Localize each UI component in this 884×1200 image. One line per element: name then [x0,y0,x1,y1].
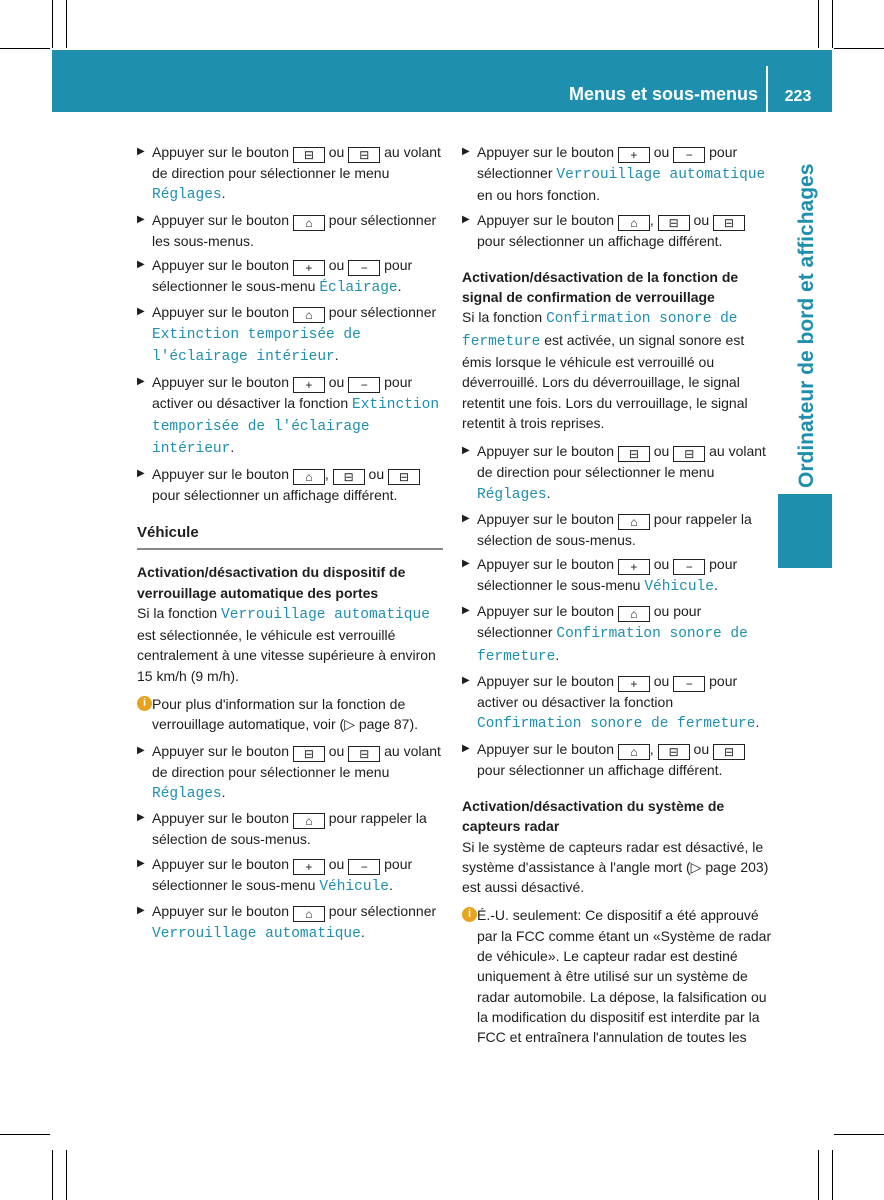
minus-icon: − [348,260,380,276]
instruction-text: Appuyer sur le bouton [152,465,289,482]
instruction-text: au volant de direction pour sélectionner le menu [477,443,766,481]
menu-right-icon: ⊟ [348,147,380,163]
arrow-icon: ▶ [462,445,470,457]
crop-mark [0,48,50,49]
back-icon: ⌂ [293,215,325,231]
menu-name: Véhicule [319,878,389,895]
instruction-text: en ou hors fonction. [477,187,600,204]
menu-left-icon: ⊟ [293,147,325,163]
punctuation: , [649,211,654,228]
instruction-text: Appuyer sur le bouton [477,740,614,757]
instruction-text: pour sélectionner un affichage différent. [477,761,723,778]
menu-name: Réglages [152,187,222,204]
back-icon: ⌂ [618,606,650,622]
arrow-icon: ▶ [137,812,145,824]
minus-icon: − [348,377,380,393]
instruction-text: ou [653,443,670,460]
subheading: Activation/désactivation de la fonction de signal de confirmation de verrouillage [462,268,739,306]
instruction-item [462,142,772,206]
instruction-text: pour sélectionner un affichage différent. [152,486,398,503]
back-icon: ⌂ [293,307,325,323]
instruction-text: pour sélectionner le sous-menu [152,256,413,294]
column-left [137,142,443,948]
instruction-text: Appuyer sur le bouton [152,810,289,827]
instruction-item [137,210,443,251]
side-tab-label: Ordinateur de bord et affichages [795,163,818,488]
column-right [462,142,772,1054]
instruction-text: ou [693,211,710,228]
punctuation: . [334,347,339,364]
paragraph: Si le système de capteurs radar est désactivé, le système d'assistance à l'angle mort (▷ page 203) est aussi désactivé. [462,838,769,896]
instruction-text: pour sélectionner le sous-menu [477,556,738,594]
menu-name: Éclairage [319,279,398,296]
menu-right-icon: ⊟ [388,469,420,485]
info-icon: i [462,907,477,922]
punctuation: . [397,277,402,294]
back-icon: ⌂ [618,514,650,530]
instruction-item [137,741,443,805]
menu-right-icon: ⊟ [673,446,705,462]
instruction-text: pour sélectionner [477,144,738,181]
back-icon: ⌂ [293,906,325,922]
instruction-text: pour sélectionner les sous-menus. [152,211,437,249]
minus-icon: − [673,147,705,163]
paragraph [137,603,443,686]
arrow-icon: ▶ [137,744,145,756]
instruction-item [137,901,443,944]
info-note [462,905,772,1047]
instruction-item [137,142,443,206]
plus-icon: + [293,859,325,875]
instruction-text: Appuyer sur le bouton [152,211,289,228]
instruction-text: pour rappeler la sélection de sous-menus. [152,810,427,848]
crop-mark [834,1134,884,1135]
side-tab-marker [778,494,832,568]
back-icon: ⌂ [293,469,325,485]
instruction-text: Appuyer sur le bouton [152,373,289,390]
crop-mark [66,1150,67,1200]
page-number: 223 [784,88,812,105]
instruction-text: ou [328,144,345,160]
header-divider [766,66,768,112]
punctuation: . [221,185,226,202]
arrow-icon: ▶ [137,213,145,225]
paragraph-text: Si la fonction [462,309,543,326]
instruction-text: Appuyer sur le bouton [152,144,289,160]
punctuation: , [649,740,654,757]
menu-name: Extinction temporisée de l'éclairage intérieur [152,327,361,366]
instruction-item [462,441,772,505]
instruction-text: Appuyer sur le bouton [477,556,614,573]
menu-left-icon: ⊟ [333,469,365,485]
arrow-icon: ▶ [137,146,145,157]
arrow-icon: ▶ [137,306,145,318]
menu-name: Verrouillage automatique [556,167,766,183]
arrow-icon: ▶ [462,213,470,225]
menu-name: Confirmation sonore de fermeture [477,626,748,665]
crop-mark [0,1134,50,1135]
arrow-icon: ▶ [462,675,470,687]
menu-name: Extinction temporisée de l'éclairage intérieur [152,396,440,458]
crop-mark [832,1150,833,1200]
menu-left-icon: ⊟ [293,746,325,762]
instruction-text: Appuyer sur le bouton [477,510,614,527]
punctuation: . [360,923,365,940]
crop-mark [66,0,67,48]
instruction-item [462,739,772,780]
arrow-icon: ▶ [137,375,145,387]
arrow-icon: ▶ [462,512,470,524]
minus-icon: − [673,559,705,575]
instruction-item [462,509,772,550]
menu-name: Verrouillage automatique [152,925,361,942]
page-title: Menus et sous-menus [568,84,758,104]
instruction-text: ou [328,373,345,390]
menu-right-icon: ⊟ [713,744,745,760]
instruction-text: pour activer ou désactiver la fonction [152,373,413,411]
instruction-text: ou [328,742,345,759]
instruction-item [137,255,443,298]
crop-mark [52,0,53,48]
plus-icon: + [293,260,325,276]
info-text: É.-U. seulement: Ce dispositif a été approuvé par la FCC comme étant un «Système de radar de véhicule». Le capteur radar est destiné uniquement à être utilisé sur un système de radar automobile. La dépose, la falsification ou la modification du dispositif est interdite par la FCC et entraînera l'annulation de toutes les [477,907,772,1046]
back-icon: ⌂ [618,215,650,231]
plus-icon: + [618,559,650,575]
paragraph-text: Si la fonction [137,604,218,621]
plus-icon: + [618,147,650,163]
menu-left-icon: ⊟ [658,744,690,760]
info-icon: i [137,696,152,711]
punctuation: . [230,439,235,456]
info-note [137,694,443,735]
punctuation: . [755,714,760,731]
instruction-text: au volant de direction pour sélectionner le menu [152,742,441,780]
instruction-text: pour sélectionner le sous-menu [152,855,413,893]
instruction-text: ou [653,556,670,573]
instruction-text: pour sélectionner [328,902,437,919]
instruction-text: ou pour sélectionner [477,603,702,641]
instruction-item [137,302,443,368]
paragraph-text: est activée, un signal sonore est émis lorsque le véhicule est verrouillé ou déverrouillé. Lors du déverrouillage, le signal retentit une fois. Lors du verrouillage, le signal retentit à trois reprises. [462,331,748,431]
instruction-text: ou [653,144,670,160]
menu-right-icon: ⊟ [713,215,745,231]
menu-name: Véhicule [644,579,714,596]
info-text: Pour plus d'information sur la fonction de verrouillage automatique, voir (▷ page 87). [152,696,419,733]
minus-icon: − [348,859,380,875]
instruction-text: Appuyer sur le bouton [152,902,289,919]
plus-icon: + [293,377,325,393]
subheading: Activation/désactivation du dispositif de verrouillage automatique des portes [137,564,406,601]
arrow-icon: ▶ [137,904,145,916]
instruction-item [462,671,772,735]
instruction-item [137,808,443,849]
instruction-text: ou [693,740,710,757]
instruction-text: ou [328,855,345,872]
arrow-icon: ▶ [137,258,145,270]
instruction-text: Appuyer sur le bouton [477,211,614,228]
punctuation: . [546,484,551,501]
crop-mark [818,0,819,48]
back-icon: ⌂ [618,744,650,760]
menu-name: Réglages [152,785,222,802]
punctuation: , [324,465,329,482]
crop-mark [834,48,884,49]
punctuation: . [713,577,718,594]
back-icon: ⌂ [293,813,325,829]
instruction-text: Appuyer sur le bouton [152,304,289,321]
instruction-text: pour rappeler la sélection de sous-menus. [477,510,752,548]
instruction-item [462,554,772,597]
subheading: Activation/désactivation du système de capteurs radar [462,797,725,835]
instruction-item [137,372,443,460]
menu-left-icon: ⊟ [618,446,650,462]
instruction-text: ou [328,256,345,273]
instruction-text: Appuyer sur le bouton [477,443,614,460]
menu-name: Réglages [477,486,547,503]
instruction-item [137,854,443,897]
menu-name: Confirmation sonore de fermeture [477,716,756,733]
arrow-icon: ▶ [462,558,470,570]
arrow-icon: ▶ [462,742,470,754]
crop-mark [52,1150,53,1200]
menu-left-icon: ⊟ [658,215,690,231]
instruction-text: ou [368,465,385,482]
plus-icon: + [618,676,650,692]
instruction-text: pour sélectionner [328,304,437,321]
crop-mark [818,1150,819,1200]
instruction-text: Appuyer sur le bouton [477,673,614,690]
section-heading: Véhicule [137,523,443,550]
arrow-icon: ▶ [137,857,145,869]
menu-name: Verrouillage automatique [221,606,430,623]
instruction-text: Appuyer sur le bouton [152,855,289,872]
instruction-text: Appuyer sur le bouton [477,603,614,620]
instruction-item [137,464,443,505]
instruction-text: pour activer ou désactiver la fonction [477,673,738,711]
crop-mark [832,0,833,48]
arrow-icon: ▶ [137,467,145,479]
menu-name: Confirmation sonore de fermeture [462,311,738,350]
menu-right-icon: ⊟ [348,746,380,762]
paragraph-text: est sélectionnée, le véhicule est verrouillé centralement à une vitesse supérieure à environ 15 km/h (9 m/h). [137,627,436,684]
instruction-item [462,601,772,667]
instruction-text: Appuyer sur le bouton [477,144,614,160]
instruction-text: pour sélectionner un affichage différent. [477,232,723,249]
arrow-icon: ▶ [462,605,470,617]
punctuation: . [221,783,226,800]
punctuation: . [388,876,393,893]
instruction-text: Appuyer sur le bouton [152,742,289,759]
instruction-text: ou [653,673,670,690]
minus-icon: − [673,676,705,692]
instruction-text: au volant de direction pour sélectionner le menu [152,144,441,181]
arrow-icon: ▶ [462,146,470,157]
paragraph [462,307,772,433]
instruction-text: Appuyer sur le bouton [152,256,289,273]
instruction-item [462,210,772,251]
punctuation: . [555,646,560,663]
